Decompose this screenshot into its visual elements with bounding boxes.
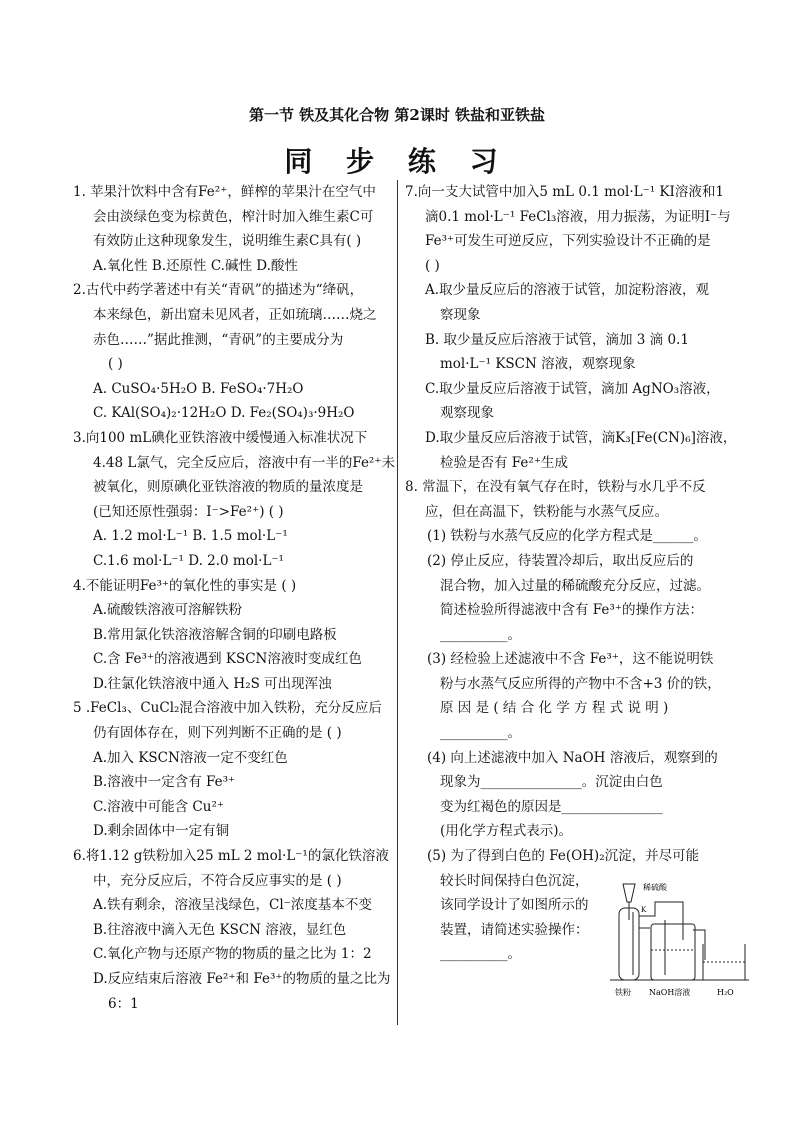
q8-sub: 现象为_______________。沉淀由白色	[440, 774, 663, 791]
q8-sub: __________。	[440, 946, 521, 963]
q8-sub: (2) 停止反应，待装置冷却后，取出反应后的	[427, 552, 694, 569]
label-water: H₂O	[717, 988, 734, 997]
q5-line: 5 .FeCl₃、CuCl₂混合溶液中加入铁粉，充分反应后	[73, 700, 382, 717]
label-iron: 铁粉	[615, 988, 631, 997]
label-acid: 稀硫酸	[643, 883, 667, 892]
q8-sub: (3) 经检验上述滤液中不含 Fe³⁺，这不能说明铁	[427, 651, 714, 668]
q8-sub: 较长时间保持白色沉淀，	[440, 872, 589, 889]
q2-line: 本来绿色，新出窟未见风者，正如琉璃……烧之	[93, 306, 377, 323]
q8-sub: __________。	[440, 725, 521, 742]
q5-line: 仍有固体存在，则下列判断不正确的是 ( )	[93, 725, 342, 742]
q7-option: D.取少量反应后溶液于试管，滴K₃[Fe(CN)₆]溶液，	[425, 429, 737, 446]
q3-options: A. 1.2 mol·L⁻¹ B. 1.5 mol·L⁻¹	[93, 528, 288, 545]
q3-line: 4.48 L氯气，完全反应后，溶液中有一半的Fe²⁺未	[93, 454, 395, 471]
q6-option: B.往溶液中滴入无色 KSCN 溶液，显红色	[93, 921, 347, 938]
q5-option: C.溶液中可能含 Cu²⁺	[93, 798, 224, 815]
q8-sub: (4) 向上述滤液中加入 NaOH 溶液后，观察到的	[427, 749, 718, 766]
q7-option: 观察现象	[440, 405, 494, 422]
q1-options: A.氧化性 B.还原性 C.碱性 D.酸性	[93, 257, 298, 274]
q5-option: B.溶液中一定含有 Fe³⁺	[93, 774, 236, 791]
q7-line: 滴0.1 mol·L⁻¹ FeCl₃溶液，用力振荡，为证明I⁻与	[425, 208, 731, 225]
q2-options: C. KAl(SO₄)₂·12H₂O D. Fe₂(SO₄)₃·9H₂O	[93, 405, 355, 422]
q4-line: 4.不能证明Fe³⁺的氧化性的事实是 ( )	[73, 577, 297, 594]
page-title: 第一节 铁及其化合物 第2课时 铁盐和亚铁盐	[248, 106, 546, 124]
q7-line: Fe³⁺可发生可逆反应，下列实验设计不正确的是	[425, 233, 711, 250]
flask-middle	[651, 924, 695, 980]
right-column	[405, 180, 740, 967]
q8-sub: __________。	[440, 626, 521, 643]
q8-sub: 装置，请简述实验操作：	[440, 921, 589, 938]
q7-line: 7.向一支大试管中加入5 mL 0.1 mol·L⁻¹ KI溶液和1	[405, 184, 724, 200]
label-k: K	[641, 906, 647, 914]
q8-sub: (用化学方程式表示)。	[440, 823, 573, 840]
apparatus-diagram	[605, 880, 750, 1005]
q7-option: A.取少量反应后的溶液于试管，加淀粉溶液，观	[425, 282, 710, 299]
q2-line: 2.古代中药学著述中有关“青矾”的描述为“绛矾，	[73, 282, 364, 299]
q7-option: B. 取少量反应后溶液于试管，滴加 3 滴 0.1	[425, 331, 689, 348]
q6-option: 6：1	[108, 995, 139, 1012]
column-divider	[397, 180, 398, 1025]
q8-sub: 混合物，加入过量的稀硫酸充分反应，过滤。	[440, 577, 710, 594]
q8-sub: 原 因 是 ( 结 合 化 学 方 程 式 说 明 )	[440, 700, 669, 717]
q7-option: C.取少量反应后溶液于试管，滴加 AgNO₃溶液，	[425, 380, 720, 397]
q8-line: 应，但在高温下，铁粉能与水蒸气反应。	[425, 503, 668, 520]
q2-options: A. CuSO₄·5H₂O B. FeSO₄·7H₂O	[93, 380, 304, 397]
q4-option: D.往氯化铁溶液中通入 H₂S 可出现浑浊	[93, 675, 332, 692]
q7-option: 检验是否有 Fe²⁺生成	[440, 454, 568, 471]
q4-option: B.常用氯化铁溶液溶解含铜的印刷电路板	[93, 626, 337, 643]
q8-sub: 变为红褐色的原因是_______________	[440, 798, 663, 815]
q1-line: 会由淡绿色变为棕黄色，榨汁时加入维生素C可	[93, 208, 374, 225]
q8-line: 8. 常温下，在没有氧气存在时，铁粉与水几乎不反	[405, 479, 706, 496]
funnel-shape	[623, 884, 635, 902]
q3-options: C.1.6 mol·L⁻¹ D. 2.0 mol·L⁻¹	[93, 552, 284, 569]
q5-option: D.剩余固体中一定有铜	[93, 823, 230, 840]
q6-option: A.铁有剩余，溶液呈浅绿色，Cl⁻浓度基本不变	[93, 897, 372, 914]
q3-line: 被氧化，则原碘化亚铁溶液的物质的量浓度是	[93, 479, 363, 496]
q3-line: (已知还原性强弱：I⁻>Fe²⁺) ( )	[93, 503, 284, 520]
q8-sub: 该同学设计了如图所示的	[440, 897, 589, 914]
page-subtitle: 同 步 练 习	[284, 145, 510, 178]
q8-sub: 简述检验所得滤液中含有 Fe³⁺的操作方法：	[440, 602, 703, 619]
q6-option: C.氧化产物与还原产物的物质的量之比为 1：2	[93, 946, 372, 963]
q6-option: D.反应结束后溶液 Fe²⁺和 Fe³⁺的物质的量之比为	[93, 971, 391, 987]
q1-line: 1. 苹果汁饮料中含有Fe²⁺，鲜榨的苹果汁在空气中	[73, 184, 376, 200]
q8-sub: (5) 为了得到白色的 Fe(OH)₂沉淀，并尽可能	[427, 848, 700, 865]
q6-line: 6.将1.12 g铁粉加入25 mL 2 mol·L⁻¹的氯化铁溶液	[73, 848, 389, 865]
q5-option: A.加入 KSCN溶液一定不变红色	[93, 749, 288, 766]
q3-line: 3.向100 mL碘化亚铁溶液中缓慢通入标准状况下	[73, 429, 368, 446]
label-naoh: NaOH溶液	[649, 988, 691, 997]
q7-option: mol·L⁻¹ KSCN 溶液，观察现象	[440, 356, 636, 373]
q4-option: A.硫酸铁溶液可溶解铁粉	[93, 602, 243, 619]
q7-line: ( )	[425, 257, 440, 274]
q7-option: 察现象	[440, 306, 481, 323]
q8-sub: 粉与水蒸气反应所得的产物中不含+3 价的铁，	[440, 675, 721, 692]
q2-line: 赤色……”据此推测，“青矾”的主要成分为	[93, 331, 344, 348]
q6-line: 中，充分反应后，不符合反应事实的是 ( )	[93, 872, 342, 889]
q1-line: 有效防止这种现象发生，说明维生素C具有( )	[93, 233, 362, 250]
q2-line: ( )	[108, 356, 123, 373]
q4-option: C.含 Fe³⁺的溶液遇到 KSCN溶液时变成红色	[93, 651, 362, 668]
left-column	[73, 180, 395, 1016]
q8-sub: (1) 铁粉与水蒸气反应的化学方程式是______。	[427, 528, 707, 545]
